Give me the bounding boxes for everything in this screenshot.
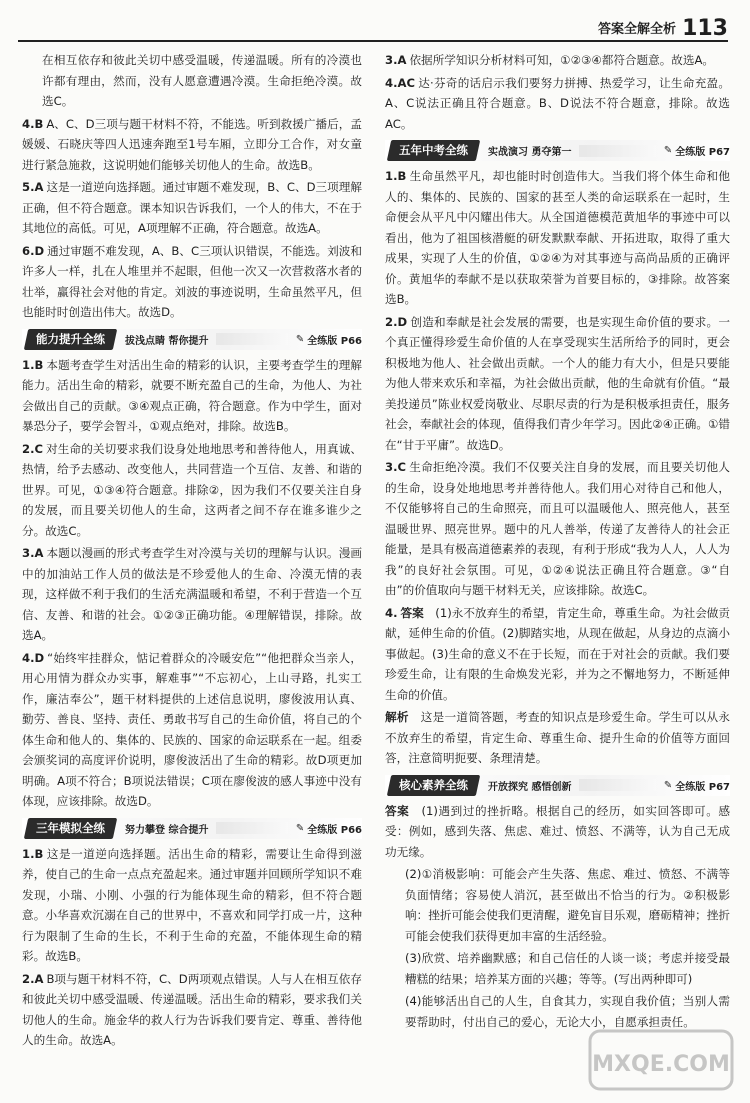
section-subtitle: 实战演习 勇夺第一 <box>488 147 572 158</box>
section-title: 能力提升全练 <box>24 329 117 350</box>
section-smudge <box>579 145 655 157</box>
answer-s3-2: 2.D 创造和奉献是社会发展的需要，也是实现生命价值的要求。一个真正懂得珍爱生命价值的人在享受现实生活所给予的同时，更会积极地为他人、社会做出贡献。一个人的能力有大小，但是只要能为他人带来欢乐和幸福，为社会做出贡献，他的生命就有价值。“最美投递员”陈业权爱岗敬业、尽职尽责的行为是积极承担责任，服务社会，奉献社会的体现，值得我们青少年学习。因此②④正确。①错在“甘于平庸”。故选D。 <box>385 314 730 452</box>
pen-icon: ✎ <box>295 333 305 345</box>
answer-s3-3: 3.C 生命拒绝冷漠。我们不仅要关注自身的发展，而且要关切他人的生命，设身处地地思考并善待他人。我们用心对待自己和他人，不仅能够将自己的生命照亮，而且可以温暖他人、照亮他人，甚至温暖世界、照亮世界。题中的凡人善举，传递了友善待人的社会正能量，是具有极高道德素养的表现，有利于形成“我为人人，人人为我”的良好社会氛围。可见，①②④说法正确且符合题意。③“自由”的价值取向与题干材料无关，应该排除。故选C。 <box>385 460 730 597</box>
section-core-literacy <box>385 775 730 796</box>
section-smudge <box>216 822 287 834</box>
intro-text: 在相互依存和彼此关切中感受温暖，传递温暖。所有的冷漠也许都有理由，然而，没有人愿意遭遇冷漠。生命拒绝冷漠。故选C。 <box>42 53 362 108</box>
section-title: 三年模拟全练 <box>24 818 117 839</box>
answer-6 <box>22 241 362 323</box>
svg-text:MXQE.COM: MXQE.COM <box>592 1052 730 1077</box>
answer-4 <box>22 114 362 176</box>
section-subtitle: 努力攀登 综合提升 <box>125 824 209 836</box>
section-ref: ✎ 全练版 P67 <box>663 779 730 793</box>
answer-5 <box>22 177 362 239</box>
section-five-year <box>385 140 730 161</box>
answer-num: 4.B <box>22 116 44 131</box>
core-answer-4: (4)能够活出自己的人生，自食其力，实现自我价值；当别人需要帮助时，付出自己的爱心，无论大小，自愿承担责任。 <box>405 994 730 1029</box>
answer-s2-1: 1.B 这是一道逆向选择题。活出生命的精彩，需要让生命得到滋养，使自己的生命一点点充盈起来。通过审题并回顾所学知识不难发现，小瑞、小刚、小强的行为能体现生命的精彩，但不符合题意。小华喜欢沉溺在自己的世界中，不喜欢和同学打成一片，这种行为限制了生命的生长，不利于生命的充盈，不能体现生命的精彩。故选B。 <box>22 846 362 963</box>
section-three-year <box>22 818 362 839</box>
left-column <box>22 50 362 1053</box>
section-ability <box>22 329 362 350</box>
answer-num: 6.D <box>22 243 45 258</box>
pen-icon: ✎ <box>295 822 305 834</box>
answer-s1-4: 4.D “始终牢挂群众，惦记着群众的冷暖安危”“他把群众当亲人，用心用情为群众办实事，解难事”“不忘初心，上山寻路，扎实工作，廉洁奉公”，题干材料提供的上述信息说明，廖俊波用认真、勤劳、善良、坚持、责任、勇敢书写自己的生命价值，将自己的个体生命和他人的、集体的、民族的、国家的命运联系在一起。组委会颁奖词的高度评价说明，廖俊波活出了生命的精彩。故D项更加明确。A项不符合；B项说法错误；C项在廖俊波的感人事迹中没有体现，应该排除。故选D。 <box>22 650 362 808</box>
answer-text: 通过审题不难发现，A、B、C三项认识错误，不能选。刘波和许多人一样，扎在人堆里并不起眼，但他一次又一次营救落水者的壮举，赢得社会对他的肯定。刘波的事迹说明，生命虽然平凡，但也能时时创造出伟大。故选D。 <box>22 243 362 319</box>
answer-s2-2: 2.A B项与题干材料不符，C、D两项观点错误。人与人在相互依存和彼此关切中感受温暖、传递温暖。活出生命的精彩，要求我们关切他人的生命。施金华的救人行为告诉我们要肯定、尊重、善待他人的生命。故选A。 <box>22 971 362 1047</box>
pen-icon: ✎ <box>663 779 673 791</box>
analysis-s3-4: 解析 这是一道简答题，考查的知识点是珍爱生命。学生可以从永不放弃生的希望，肯定生命、尊重生命、提升生命的价值等方面回答，注意简明扼要、条理清楚。 <box>385 710 730 765</box>
section-ref: ✎ 全练版 P66 <box>295 333 362 347</box>
answer-s3-4: 4. 答案 (1)永不放弃生的希望，肯定生命，尊重生命。为社会做贡献，延伸生命的价值。(2)脚踏实地，从现在做起，从身边的点滴小事做起。(3)生命的意义不在于长短，而在于对社会的贡献。我们要珍爱生命，让有限的生命焕发光彩，并为之不懈地努力，不断延伸生命的价值。 <box>385 605 730 702</box>
answer-s1-1: 1.B 本题考查学生对活出生命的精彩的认识，主要考查学生的理解能力。活出生命的精彩，就要不断充盈自己的生命，为他人、为社会做出自己的贡献。③④观点正确，符合题意。作为中学生，面对暴恐分子，要学会智斗，①观点绝对，排除。故选B。 <box>22 357 362 433</box>
answer-text: A、C、D三项与题干材料不符，不能选。听到救援广播后，孟媛媛、石晓庆等四人迅速奔跑至1号车厢，立即分工合作，对女童进行紧急施救，这说明她们能够关切他人的生命。故选B。 <box>22 116 362 172</box>
answer-text: 这是一道逆向选择题。通过审题不难发现，B、C、D三项理解正确，但不符合题意。课本知识告诉我们，一个人的伟大，不在于其地位的高低。可见，A项理解不正确，符合题意。故选A。 <box>22 180 362 235</box>
page-header <box>18 14 728 42</box>
section-subtitle: 拔浅点睛 帮你提升 <box>125 335 209 347</box>
section-smudge <box>579 779 655 791</box>
answer-s3-1: 1.B 生命虽然平凡，却也能时时创造伟大。当我们将个体生命和他人的、集体的、民族的、国家的甚至人类的命运联系在一起时，生命便会从平凡中闪耀出伟大。从全国道德模范黄旭华的事迹中可以看出，他为了祖国核潜艇的研发默默奉献、开拓进取，取得了重大成果，实现了人生的价值，①②④为对其事迹与高尚品质的正确评价。黄旭华的奉献不是以获取荣誉为首要目标的，③排除。故答案选B。 <box>385 169 730 306</box>
core-answer-1: 答案 (1)遇到过的挫折略。根据自己的经历，如实回答即可。感受：例如，感到失落、焦虑、难过、愤怒、不满等，认为自己无成功无缘。 <box>385 803 730 859</box>
pen-icon: ✎ <box>663 145 673 156</box>
page-number: 113 <box>682 16 728 41</box>
section-smudge <box>216 333 287 345</box>
answer-r4: 4.AC 达·芬奇的话启示我们要努力拼搏、热爱学习，让生命充盈。A、C说法正确且符合题意。B、D说法不符合题意，排除。故选AC。 <box>385 75 730 131</box>
section-title: 五年中考全练 <box>387 140 480 161</box>
answer-s1-3: 3.A 本题以漫画的形式考查学生对冷漠与关切的理解与认识。漫画中的加油站工作人员的做法是不珍爱他人的生命、冷漠无情的表现，这样做不利于我们的生活充满温暖和希望，不利于营造一个互信、友善、和谐的社会。①②③正确功能。④理解错误，排除。故选A。 <box>22 546 362 642</box>
section-ref: ✎ 全练版 P67 <box>663 145 730 158</box>
watermark-logo <box>586 1027 736 1093</box>
answer-r3: 3.A 依据所学知识分析材料可知，①②③④都符合题意。故选A。 <box>385 53 715 67</box>
section-subtitle: 开放探究 感悟创新 <box>488 781 572 793</box>
core-answer-2: (2)①消极影响：可能会产生失落、焦虑、难过、愤怒、不满等负面情绪；容易使人消沉，甚至做出不恰当的行为。②积极影响：挫折可能会使我们更清醒，避免盲目乐观，磨砺精神；挫折可能会使我们获得更加丰富的生活经验。 <box>405 867 730 943</box>
header-label: 答案全解全析 <box>598 22 677 37</box>
section-title: 核心素养全练 <box>387 775 480 796</box>
answer-num: 5.A <box>22 180 44 194</box>
core-answer-3: (3)欣赏、培养幽默感；和自己信任的人谈一谈；考虑并接受最糟糕的结果；培养某方面的兴趣；等等。(写出两种即可) <box>405 951 730 986</box>
answer-s1-2: 2.C 对生命的关切要求我们设身处地地思考和善待他人，用真诚、热情，给予去感动、改变他人，共同营造一个互信、友善、和谐的世界。可见，①③④符合题意。排除②，因为我们不仅要关注自身的发展，而且要关切他人的生命，这两者之间不存在谁多谁少之分。故选C。 <box>22 441 362 538</box>
section-ref: ✎ 全练版 P66 <box>295 822 362 836</box>
right-column <box>385 50 730 1034</box>
